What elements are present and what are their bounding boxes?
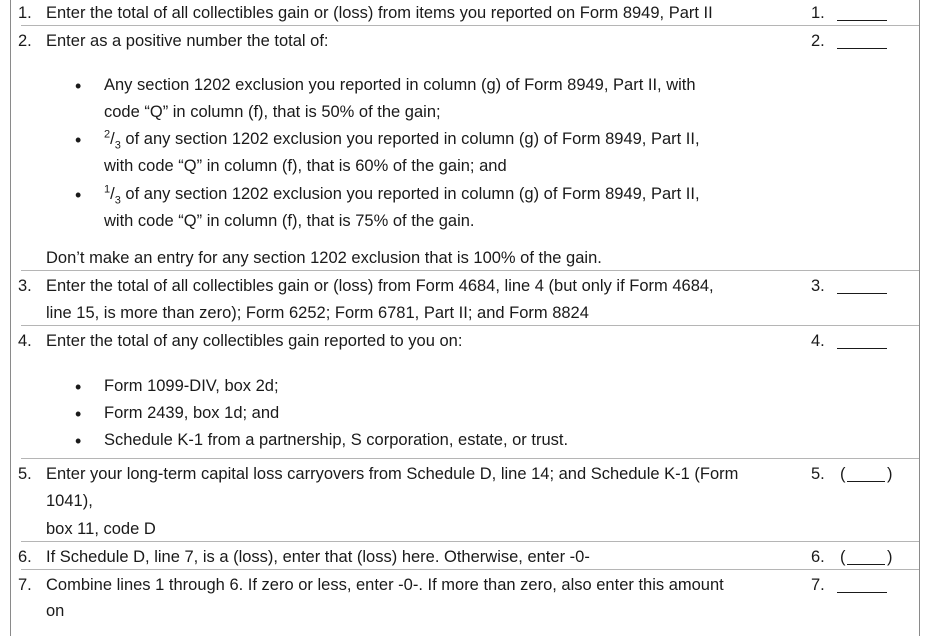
line-text: 1041), <box>46 492 93 510</box>
line-number: 6. <box>18 548 32 566</box>
fraction-denominator: 3 <box>114 194 121 207</box>
bullet-text: Schedule K-1 from a partnership, S corporation, estate, or trust. <box>104 431 569 449</box>
row-divider <box>21 25 919 26</box>
amount-field-line-4[interactable] <box>837 334 887 349</box>
line-ref: 2. <box>811 32 825 50</box>
line-text: Enter the total of all collectibles gain or (loss) from Form 4684, line 4 (but only if Form 4684, <box>46 277 714 295</box>
amount-field-line-6[interactable] <box>847 550 885 565</box>
amount-field-line-3[interactable] <box>837 279 887 294</box>
bullet-text-rest: of any section 1202 exclusion you reported in column (g) of Form 8949, Part II, <box>120 185 700 203</box>
bullet-text: Form 1099-DIV, box 2d; <box>104 377 279 395</box>
bullet-text <box>104 128 700 152</box>
line-ref: 3. <box>811 277 825 295</box>
worksheet-frame <box>10 0 920 636</box>
line-number: 3. <box>18 277 32 295</box>
row-divider <box>21 541 919 542</box>
row-divider <box>21 569 919 570</box>
line-text: Combine lines 1 through 6. If zero or less, enter -0-. If more than zero, also enter this amount <box>46 576 724 594</box>
bullet-icon: • <box>75 76 82 96</box>
bullet-text: with code “Q” in column (f), that is 75% of the gain. <box>104 212 475 230</box>
bullet-text: Any section 1202 exclusion you reported in column (g) of Form 8949, Part II, with <box>104 76 696 94</box>
bullet-icon: • <box>75 431 82 451</box>
line-text: Enter as a positive number the total of: <box>46 32 329 50</box>
row-divider <box>21 270 919 271</box>
open-paren: ( <box>840 465 846 483</box>
row-divider <box>21 458 919 459</box>
line-number: 2. <box>18 32 32 50</box>
fraction-numerator: 2 <box>104 128 111 141</box>
line-text: line 15, is more than zero); Form 6252; Form 6781, Part II; and Form 8824 <box>46 304 589 322</box>
line-text: If Schedule D, line 7, is a (loss), enter that (loss) here. Otherwise, enter -0- <box>46 548 590 566</box>
line-ref: 7. <box>811 576 825 594</box>
bullet-icon: • <box>75 404 82 424</box>
row-divider <box>21 325 919 326</box>
fraction-numerator: 1 <box>104 183 111 196</box>
close-paren: ) <box>887 465 893 483</box>
line-number: 4. <box>18 332 32 350</box>
line-ref: 5. <box>811 465 825 483</box>
line-text: on <box>46 602 65 620</box>
line-ref: 6. <box>811 548 825 566</box>
bullet-text: code “Q” in column (f), that is 50% of the gain; <box>104 103 441 121</box>
line-text: Enter the total of any collectibles gain reported to you on: <box>46 332 463 350</box>
line-ref: 1. <box>811 4 825 22</box>
fraction-denominator: 3 <box>114 139 121 152</box>
amount-field-line-7[interactable] <box>837 578 887 593</box>
line-ref: 4. <box>811 332 825 350</box>
line-number: 1. <box>18 4 32 22</box>
bullet-text-rest: of any section 1202 exclusion you reported in column (g) of Form 8949, Part II, <box>120 130 700 148</box>
bullet-text: Form 2439, box 1d; and <box>104 404 280 422</box>
bullet-text: with code “Q” in column (f), that is 60% of the gain; and <box>104 157 507 175</box>
amount-field-line-2[interactable] <box>837 34 887 49</box>
close-paren: ) <box>887 548 893 566</box>
bullet-text <box>104 183 700 207</box>
bullet-icon: • <box>75 185 82 205</box>
fraction-slash: / <box>110 130 115 148</box>
amount-field-line-5[interactable] <box>847 467 885 482</box>
line-text: box 11, code D <box>46 520 156 538</box>
line-number: 7. <box>18 576 32 594</box>
line-text: Enter the total of all collectibles gain or (loss) from items you reported on Form 8949, Part II <box>46 4 713 22</box>
amount-field-line-1[interactable] <box>837 6 887 21</box>
note-text: Don’t make an entry for any section 1202 exclusion that is 100% of the gain. <box>46 249 602 267</box>
line-text: Enter your long-term capital loss carryovers from Schedule D, line 14; and Schedule K-1 (Form <box>46 465 739 483</box>
bullet-icon: • <box>75 377 82 397</box>
line-number: 5. <box>18 465 32 483</box>
bullet-icon: • <box>75 130 82 150</box>
fraction-slash: / <box>110 185 115 203</box>
open-paren: ( <box>840 548 846 566</box>
